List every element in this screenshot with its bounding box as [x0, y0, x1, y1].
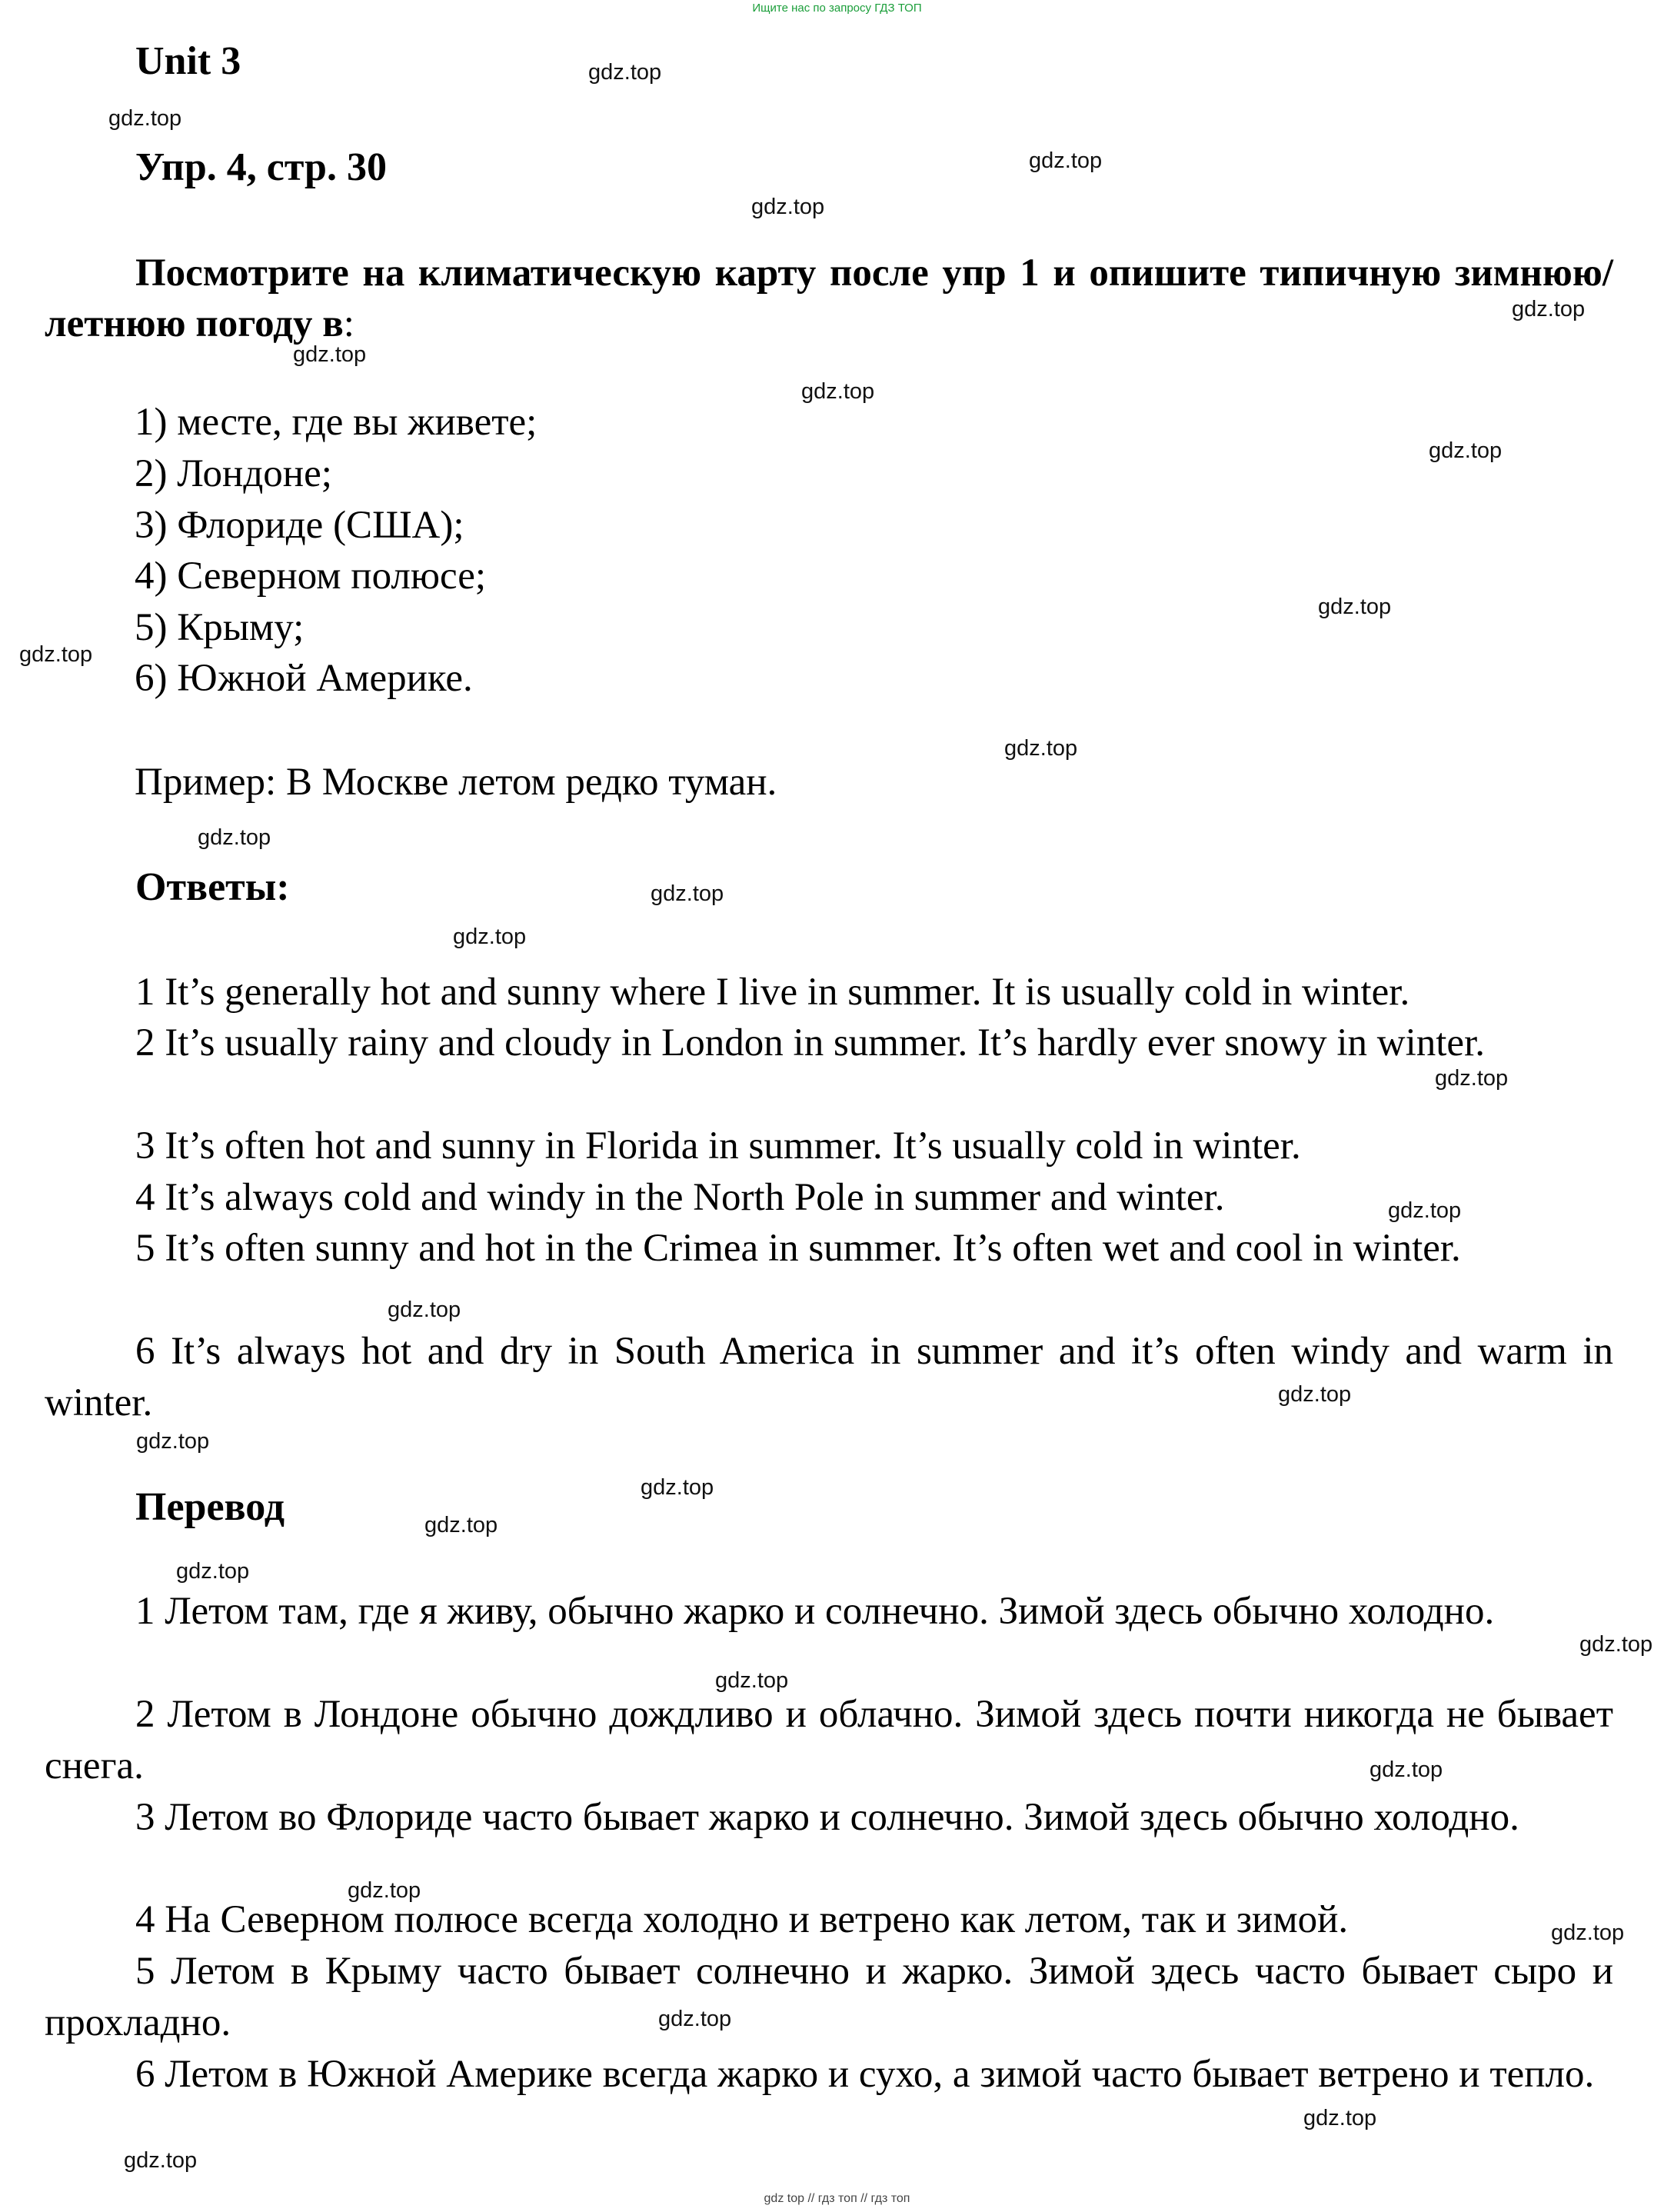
task-colon: :	[343, 302, 354, 345]
list-item: 1) месте, где вы живете;	[135, 401, 537, 444]
translation-paragraph: 3 Летом во Флориде часто бывает жарко и солнечно. Зимой здесь обычно холодно.	[135, 1796, 1519, 1839]
translation-paragraph: 4 На Северном полюсе всегда холодно и ветрено как летом, так и зимой.	[135, 1898, 1349, 1941]
watermark: gdz.top	[658, 2007, 732, 2031]
translation-paragraph: 6 Летом в Южной Америке всегда жарко и сухо, а зимой часто бывает ветрено и тепло.	[135, 2053, 1595, 2096]
watermark: gdz.top	[424, 1513, 498, 1537]
watermark: gdz.top	[453, 924, 527, 949]
answer-paragraph: 4 It’s always cold and windy in the North Pole in summer and winter.	[135, 1176, 1225, 1219]
translation-paragraph: 5 Летом в Крыму часто бывает солнечно и жарко. Зимой здесь часто бывает сыро и прохладно.	[45, 1950, 1613, 2044]
watermark: gdz.top	[715, 1668, 789, 1693]
watermark: gdz.top	[1435, 1066, 1509, 1091]
watermark: gdz.top	[1318, 595, 1392, 619]
list-item: 5) Крыму;	[135, 606, 305, 649]
translation-paragraph: 1 Летом там, где я живу, обычно жарко и солнечно. Зимой здесь обычно холодно.	[135, 1590, 1495, 1633]
answer-paragraph: 1 It’s generally hot and sunny where I live in summer. It is usually cold in winter.	[135, 971, 1410, 1014]
bottom-banner: gdz top // гдз топ // гдз топ	[764, 2192, 910, 2205]
watermark: gdz.top	[1004, 736, 1078, 761]
list-item: 3) Флориде (США);	[135, 504, 464, 547]
watermark: gdz.top	[1029, 148, 1103, 173]
watermark: gdz.top	[198, 825, 271, 850]
watermark: gdz.top	[651, 881, 724, 906]
list-item: 6) Южной Америке.	[135, 657, 473, 700]
watermark: gdz.top	[751, 195, 825, 219]
top-banner: Ищите нас по запросу ГДЗ ТОП	[752, 2, 922, 15]
watermark: gdz.top	[1579, 1632, 1653, 1657]
watermark: gdz.top	[588, 60, 662, 85]
task-instruction	[45, 248, 1613, 349]
watermark: gdz.top	[1278, 1382, 1352, 1407]
watermark: gdz.top	[293, 342, 367, 367]
watermark: gdz.top	[136, 1429, 210, 1454]
watermark: gdz.top	[124, 2148, 198, 2173]
example-sentence: Пример: В Москве летом редко туман.	[135, 761, 777, 804]
answer-paragraph: 6 It’s always hot and dry in South America in summer and it’s often windy and warm in winter.	[45, 1330, 1613, 1424]
list-item: 2) Лондоне;	[135, 452, 332, 495]
answers-heading: Ответы:	[135, 865, 290, 909]
task-text: Посмотрите на климатическую карту после упр 1 и опишите типичную зимнюю/летнюю погоду в	[45, 252, 1613, 345]
watermark: gdz.top	[108, 106, 182, 131]
answer-paragraph: 2 It’s usually rainy and cloudy in London in summer. It’s hardly ever snowy in winter.	[135, 1021, 1485, 1064]
watermark: gdz.top	[1512, 297, 1586, 321]
watermark: gdz.top	[1429, 438, 1503, 463]
watermark: gdz.top	[1369, 1757, 1443, 1782]
answer-paragraph: 3 It’s often hot and sunny in Florida in summer. It’s usually cold in winter.	[135, 1124, 1301, 1168]
translation-paragraph: 2 Летом в Лондоне обычно дождливо и облачно. Зимой здесь почти никогда не бывает снега.	[45, 1693, 1613, 1787]
answer-paragraph: 5 It’s often sunny and hot in the Crimea in summer. It’s often wet and cool in winter.	[135, 1227, 1461, 1270]
list-item: 4) Северном полюсе;	[135, 555, 487, 598]
watermark: gdz.top	[1303, 2106, 1377, 2130]
watermark: gdz.top	[1388, 1198, 1462, 1223]
watermark: gdz.top	[1551, 1921, 1625, 1945]
watermark: gdz.top	[176, 1559, 250, 1584]
watermark: gdz.top	[641, 1475, 714, 1500]
watermark: gdz.top	[348, 1878, 421, 1903]
unit-title: Unit 3	[135, 39, 241, 83]
watermark: gdz.top	[19, 642, 93, 667]
watermark: gdz.top	[388, 1298, 461, 1322]
exercise-title: Упр. 4, стр. 30	[135, 145, 387, 189]
watermark: gdz.top	[801, 379, 875, 404]
translation-heading: Перевод	[135, 1485, 285, 1529]
